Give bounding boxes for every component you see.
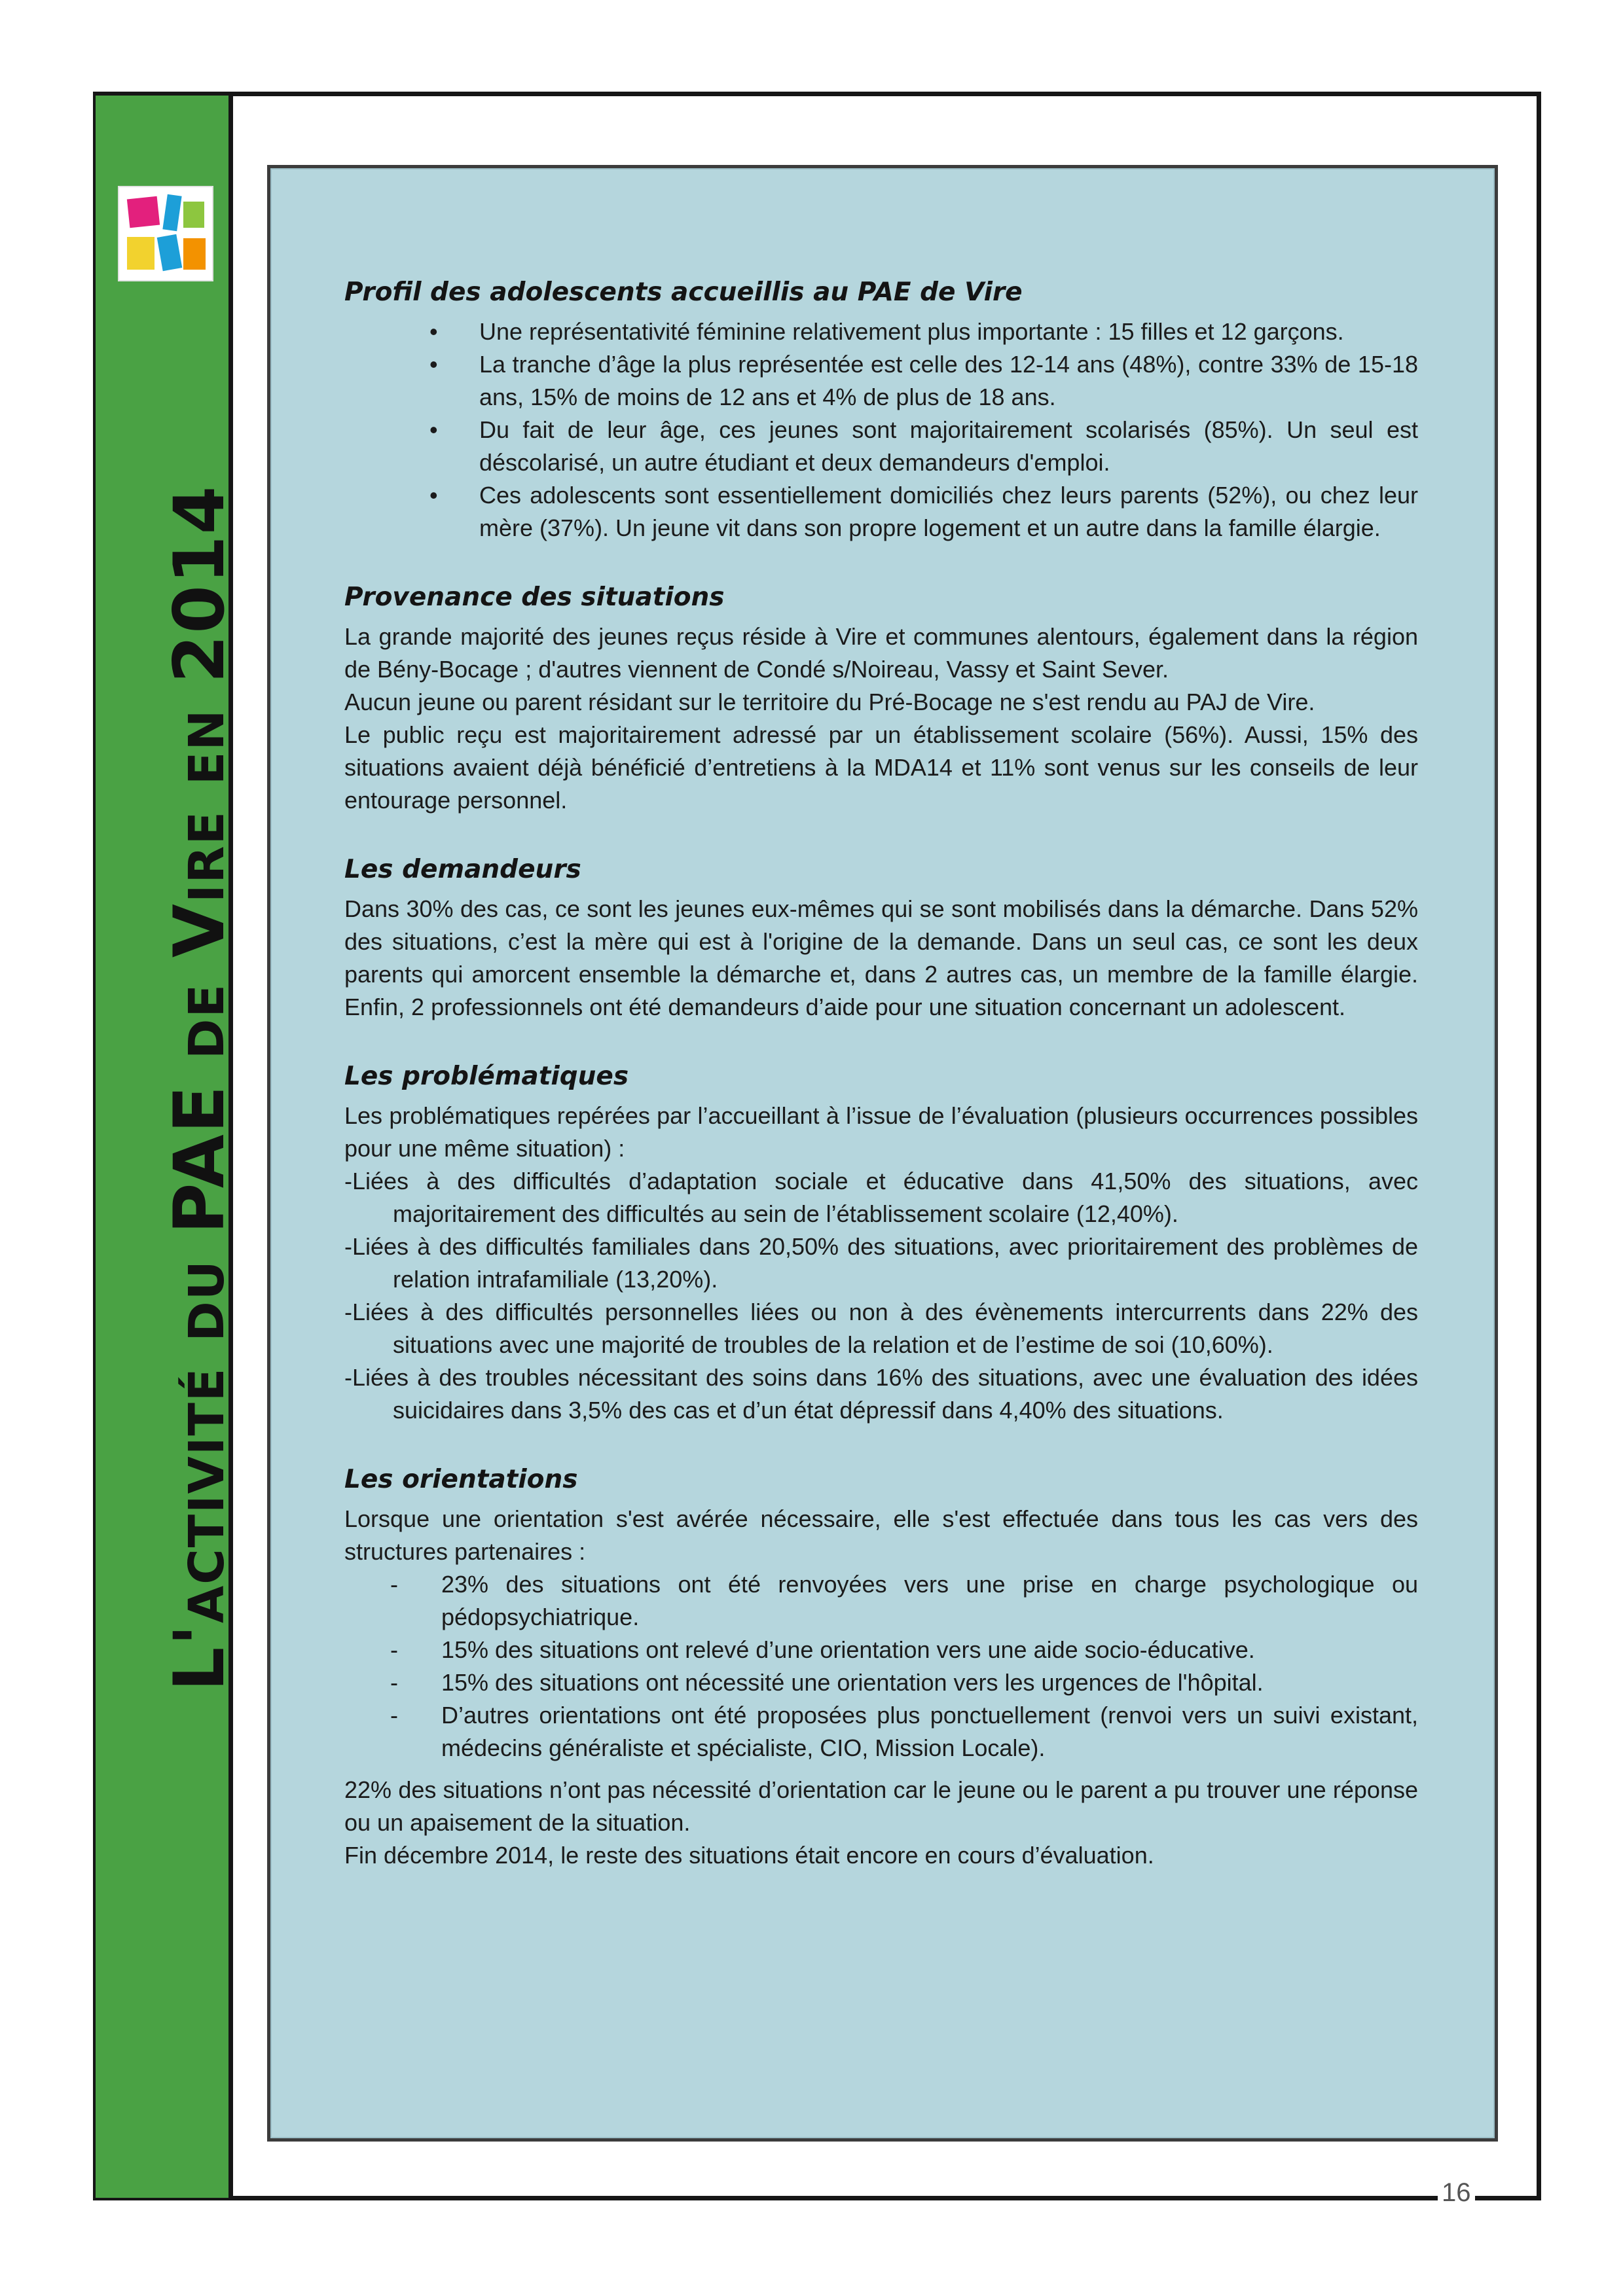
section-title: Profil des adolescents accueillis au PAE de Vire bbox=[344, 278, 1023, 307]
list-item: • La tranche d’âge la plus représentée est celle des 12-14 ans (48%), contre 33% de 15-18 ans, 15% de moins de 12 ans et 4% de plus de 18 ans. bbox=[429, 351, 1418, 410]
section-orientations bbox=[344, 1462, 1418, 1872]
paragraph: Le public reçu est majoritairement adressé par un établissement scolaire (56%). Aussi, 15% des situations avaient déjà bénéficié d’entretiens à la MDA14 et 11% sont venus sur les conseils de leur entourage personnel. bbox=[344, 721, 1418, 814]
list-item: -Liées à des difficultés familiales dans 20,50% des situations, avec prioritairement des problèmes de relation intrafamiliale (13,20%). bbox=[344, 1233, 1418, 1293]
paragraph: Lorsque une orientation s'est avérée nécessaire, elle s'est effectuée dans tous les cas vers des structures partenaires : bbox=[344, 1505, 1418, 1565]
list-item: • Une représentativité féminine relativement plus importante : 15 filles et 12 garçons. bbox=[429, 318, 1344, 345]
section-title: Provenance des situations bbox=[344, 583, 725, 612]
list-item: - D’autres orientations ont été proposées plus ponctuellement (renvoi vers un suivi existant, médecins généraliste et spécialiste, CIO, Mission Locale). bbox=[390, 1702, 1418, 1761]
logo-piece bbox=[127, 196, 160, 228]
section-title: Les orientations bbox=[344, 1465, 578, 1494]
dash-list bbox=[344, 1568, 1418, 1765]
paragraph: Dans 30% des cas, ce sont les jeunes eux-mêmes qui se sont mobilisés dans la démarche. Dans 52% des situations, c’est la mère qui est à l'origine de la demande. Dans un seul cas, ce sont les deux parents qui amorcent ensemble la démarche et, dans 2 autres cas, un membre de la famille élargie. Enfin, 2 professionnels ont été demandeurs d’aide pour une situation concernant un adolescent. bbox=[344, 895, 1418, 1020]
section-profil bbox=[344, 275, 1418, 545]
logo-piece bbox=[127, 237, 155, 270]
paragraph: Aucun jeune ou parent résidant sur le territoire du Pré-Bocage ne s'est rendu au PAJ de Vire. bbox=[344, 689, 1315, 715]
text-area bbox=[344, 275, 1418, 1907]
section-title: Les problématiques bbox=[344, 1062, 629, 1091]
mda-logo-icon bbox=[118, 186, 213, 281]
bullet-list bbox=[344, 315, 1418, 545]
page-number: 16 bbox=[1438, 2178, 1475, 2208]
paragraph: Fin décembre 2014, le reste des situations était encore en cours d’évaluation. bbox=[344, 1842, 1154, 1869]
list-item: • Ces adolescents sont essentiellement domiciliés chez leurs parents (52%), ou chez leur mère (37%). Un jeune vit dans son propre logement et un autre dans la famille élargie. bbox=[429, 482, 1418, 541]
list-item: -Liées à des troubles nécessitant des soins dans 16% des situations, avec une évaluation des idées suicidaires dans 3,5% des cas et d’un état dépressif dans 4,40% des situations. bbox=[344, 1364, 1418, 1424]
list-item: - 15% des situations ont nécessité une orientation vers les urgences de l'hôpital. bbox=[390, 1669, 1264, 1696]
side-title: L'activité du PAE de Vire en 2014 bbox=[159, 484, 240, 1691]
logo-piece bbox=[157, 234, 183, 271]
list-item: - 15% des situations ont relevé d’une orientation vers une aide socio-éducative. bbox=[390, 1636, 1255, 1663]
logo-piece bbox=[183, 238, 206, 270]
section-problematiques bbox=[344, 1059, 1418, 1427]
paragraph: Les problématiques repérées par l’accueillant à l’issue de l’évaluation (plusieurs occurrences possibles pour une même situation) : bbox=[344, 1102, 1418, 1162]
paragraph: La grande majorité des jeunes reçus réside à Vire et communes alentours, également dans la région de Bény-Bocage ; d'autres viennent de Condé s/Noireau, Vassy et Saint Sever. bbox=[344, 623, 1418, 683]
list-item: • Du fait de leur âge, ces jeunes sont majoritairement scolarisés (85%). Un seul est déscolarisé, un autre étudiant et deux demandeurs d'emploi. bbox=[429, 416, 1418, 476]
logo-piece bbox=[183, 202, 204, 228]
list-item: -Liées à des difficultés d’adaptation sociale et éducative dans 41,50% des situations, avec majoritairement des difficultés au sein de l’établissement scolaire (12,40%). bbox=[344, 1168, 1418, 1227]
section-demandeurs bbox=[344, 852, 1418, 1024]
section-title: Les demandeurs bbox=[344, 855, 581, 884]
section-provenance bbox=[344, 580, 1418, 817]
list-item: - 23% des situations ont été renvoyées vers une prise en charge psychologique ou pédopsychiatrique. bbox=[390, 1571, 1418, 1630]
paragraph: 22% des situations n’ont pas nécessité d’orientation car le jeune ou le parent a pu trouver une réponse ou un apaisement de la situation. bbox=[344, 1776, 1418, 1836]
logo-piece bbox=[162, 194, 181, 232]
list-item: -Liées à des difficultés personnelles liées ou non à des évènements intercurrents dans 22% des situations avec une majorité de troubles de la relation et de l’estime de soi (10,60%). bbox=[344, 1299, 1418, 1358]
